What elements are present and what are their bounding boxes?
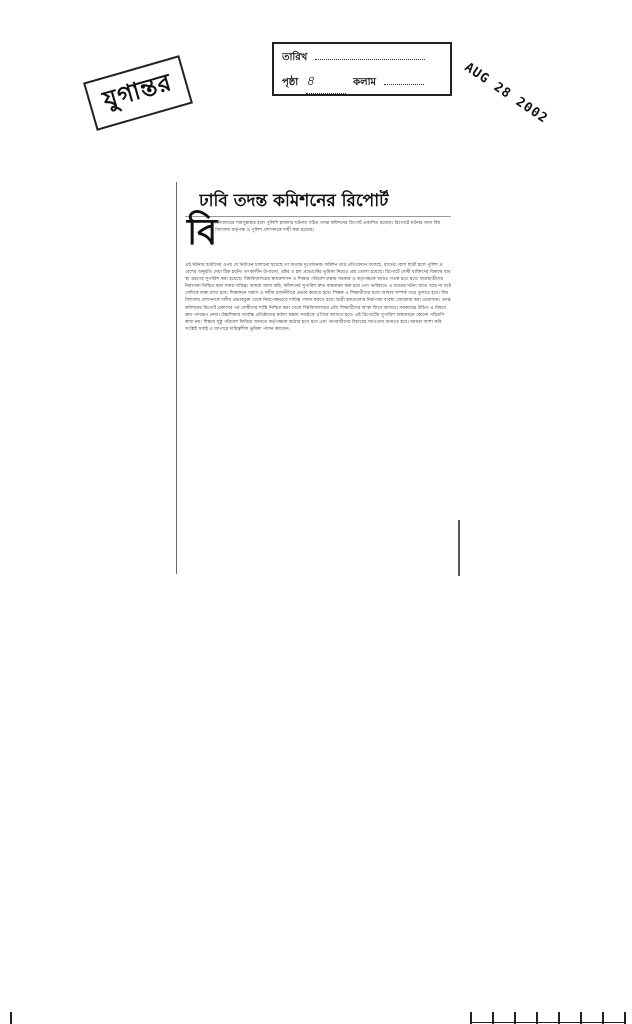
page-value: ৪ xyxy=(305,74,315,89)
column-label: কলাম xyxy=(353,77,377,88)
footer-rule xyxy=(470,1022,626,1023)
page-label: পৃষ্ঠা xyxy=(282,77,299,88)
article-lead-text: শ্বিদ্যালয়ের শামসুন্নাহার হলে পুলিশি হামলার ঘটনায় গঠিত তদন্ত কমিশনের রিপোর্ট প্রকাশিত হয়েছে। রিপোর্টে ঘটনার জন্য বিশ্ববিদ্যালয় কর্তৃপক্ষ ও পুলিশ প্রশাসনকে দায়ী করা হয়েছে। xyxy=(215,221,441,234)
clipping-edge-mark xyxy=(458,520,464,576)
footer-tick xyxy=(10,1012,12,1024)
column-blank xyxy=(384,84,424,85)
headline-rule xyxy=(185,216,451,217)
article-body-text: এই ঘটনায় ছাত্রীদের ওপর যে নির্যাতন চালানো হয়েছে তা অত্যন্ত দুঃখজনক। কমিশন তার প্রতিবেদনে বলেছে, রাতের বেলা ছাত্রী হলে পুলিশ প্রবেশের অনুমতি দেয়া ঠিক হয়নি। তৎকালীন উপাচার্য, প্রক্টর ও হল প্রভোস্টের ভূমিকা নিয়েও প্রশ্ন তোলা হয়েছে। রিপোর্টে দোষী ব্যক্তিদের বিরুদ্ধে ব্যবস্থা গ্রহণের সুপারিশ করা হয়েছে। বিশ্ববিদ্যালয়ের স্বায়ত্তশাসন ও শিক্ষার পরিবেশ রক্ষায় সরকার ও কর্তৃপক্ষকে আরও সতর্ক হতে হবে। ছাত্রছাত্রীদের নিরাপত্তা নিশ্চিত করা সবার দায়িত্ব। আমরা আশা করি, কমিশনের সুপারিশ দ্রুত বাস্তবায়ন করা হবে এবং ভবিষ্যতে এ ধরনের ঘটনা যাতে আর না ঘটে সেদিকে লক্ষ্য রাখা হবে। শিক্ষাঙ্গনে সন্ত্রাস ও দলীয় রাজনীতির প্রভাব কমাতে হবে। শিক্ষক ও শিক্ষার্থীদের মধ্যে আস্থার সম্পর্ক গড়ে তুলতে হবে। বিশ্ববিদ্যালয় প্রশাসনকে দলীয় প্রভাবমুক্ত থেকে নিরপেক্ষভাবে দায়িত্ব পালন করতে হবে। ছাত্রী হলগুলোর নিরাপত্তা ব্যবস্থা জোরদার করা প্রয়োজন। তদন্ত কমিশনের রিপোর্ট প্রকাশের পর দোষীদের শাস্তি নিশ্চিত করা গেলে বিশ্ববিদ্যালয়ের প্রতি শিক্ষার্থীদের আস্থা ফিরে আসবে। সরকারের উচিত এ বিষয়ে দ্রুত পদক্ষেপ নেয়া। উচ্চশিক্ষার সর্বোচ্চ প্রতিষ্ঠানের মর্যাদা রক্ষায় সবাইকে এগিয়ে আসতে হবে। এই রিপোর্টের সুপারিশ বাস্তবায়নে কোনো গড়িমসি কাম্য নয়। শিক্ষার সুষ্ঠু পরিবেশ ফিরিয়ে আনতে কর্তৃপক্ষকে কঠোর হতে হবে এবং অপরাধীদের বিচারের আওতায় আনতে হবে। আমরা আশা করি সংশ্লিষ্ট সবাই এ ব্যাপারে দায়িত্বশীল ভূমিকা পালন করবেন। xyxy=(185,263,451,332)
article-headline: ঢাবি তদন্ত কমিশনের রিপোর্ট xyxy=(199,191,389,211)
newspaper-clipping xyxy=(176,182,457,574)
drop-cap: বি xyxy=(187,212,218,253)
date-stamp: AUG 28 2002 xyxy=(461,60,551,127)
publication-stamp: যুগান্তর xyxy=(83,55,193,131)
scan-footer-marks xyxy=(0,1012,632,1024)
date-blank xyxy=(315,59,425,60)
reference-stamp xyxy=(272,42,452,96)
date-label: তারিখ xyxy=(282,52,308,63)
page-blank xyxy=(306,72,346,94)
